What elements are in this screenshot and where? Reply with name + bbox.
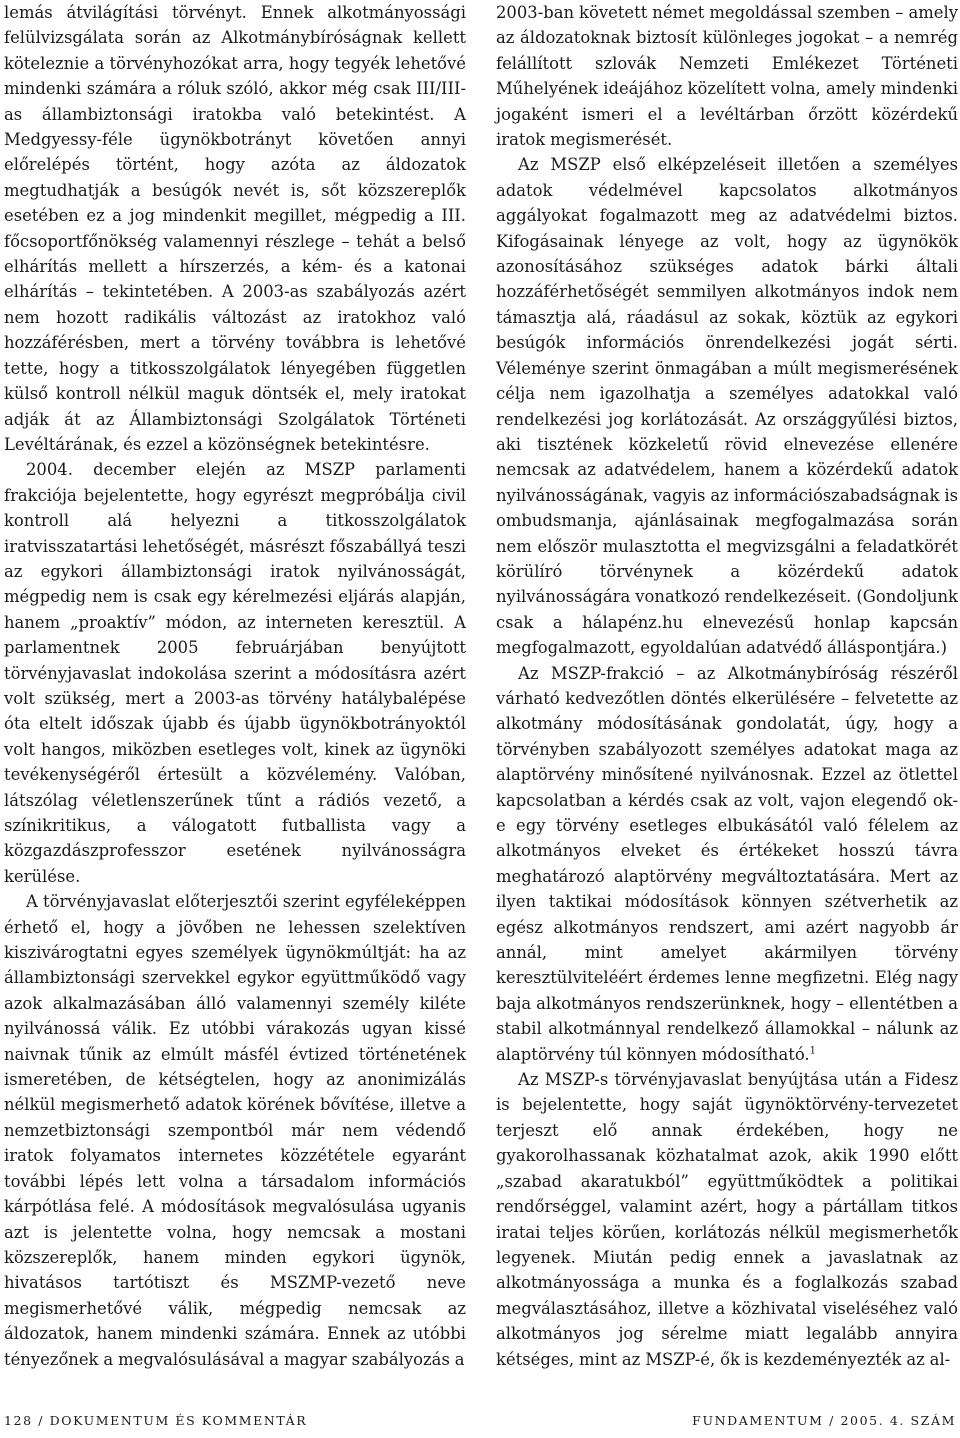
left-paragraph-2: 2004. december elején az MSZP parlamenti frakciója bejelentette, hogy egyrészt megpróbálja civil kontroll alá helyezni a titkosszolgálatok iratvisszatartási lehetőségét, másrészt főszabállyá teszi az egykori állambiztonsági iratok nyilvánosságát, mégpedig nem is csak egy kérelmezési eljárás alapján, hanem „proaktív” módon, az interneten keresztül. A parlamentnek 2005 februárjában benyújtott törvényjavaslat indokolása szerint a módosításra azért volt szükség, mert a 2003-as törvény hatálybalépése óta eltelt időszak újabb és újabb ügynökbotrányoktól volt hangos, miközben esetleges volt, kinek az ügynöki tevékenységéről értesült a közvélemény. Valóban, látszólag véletlenszerűnek tűnt a rádiós vezető, a színikritikus, a válogatott futballista vagy a közgazdászprofesszor esetének nyilvánosságra kerülése.	[4, 460, 466, 886]
right-paragraph-2: Az MSZP első elképzeléseit illetően a személyes adatok védelmével kapcsolatos alkotmányos aggályokat fogalmazott meg az adatvédelmi biztos. Kifogásainak lényege az volt, hogy az ügynökök azonosításához szükséges adatok bárki általi hozzáférhetőségét semmilyen alkotmányos indok nem támasztja alá, ráadásul az sokak, köztük az egykori besúgók információs önrendelkezési jogát sérti. Véleménye szerint önmagában a múlt megismerésének célja nem igazolhatja a személyes adatokkal való rendelkezési jog korlátozását. Az országgyűlési biztos, aki tisztének közkeletű rövid elnevezése ellenére nemcsak az adatvédelem, hanem a közérdekű adatok nyilvánosságának, vagyis az információszabadságnak is ombudsmanja, ajánlásainak megfogalmazása során nem először mulasztotta el megvizsgálni a feladatkörét körülíró törvénynek a közérdekű adatok nyilvánosságára vonatkozó rendelkezéseit. (Gondoljunk csak a hálapénz.hu elnevezésű honlap kapcsán megfogalmazott, egyoldalúan adatvédő álláspontjára.)	[496, 155, 958, 658]
right-paragraph-3-text: Az MSZP-frakció – az Alkotmánybíróság részéről várható kedvezőtlen döntés elkerülésére – felvetette az alkotmány módosításának gondolatát, úgy, hogy a törvényben szabályozott személyes adatokat maga az alaptörvény minősítené nyilvánosnak. Ezzel az ötlettel kapcsolatban a kérdés csak az volt, vajon elegendő ok-e egy törvény esetleges elbukásától való félelem az alkotmányos elveket és értékeket hosszú távra meghatározó alaptörvény megváltoztatására. Mert az ilyen taktikai módosítások könnyen szétverhetik az egész alkotmányos rendszert, ami azért nagyobb ár annál, mint amelyet akármilyen törvény keresztülviteléért érdemes lenne megfizetni. Elég nagy baja alkotmányos rendszerünknek, hogy – ellentétben a stabil alkotmánnyal rendelkező államokkal – nálunk az alaptörvény túl könnyen módosítható.	[496, 663, 958, 1064]
left-column	[4, 0, 466, 1372]
left-paragraph-3: A törvényjavaslat előterjesztői szerint egyféleképpen érhető el, hogy a jövőben ne lehessen szelektíven kiszivárogtatni egyes személyek ügynökmúltját: ha az állambiztonsági szervekkel egykor együttműködő vagy azok alkalmazásában álló valamennyi személy kiléte nyilvánossá válik. Ez utóbbi várakozás ugyan kissé naivnak tűnik az elmúlt másfél évtized történetének ismeretében, de kétségtelen, hogy az anonimizálás nélkül megismerhető adatok körének bővítése, illetve a nemzetbiztonsági szempontból már nem védendő iratok folyamatos internetes közzététele egyaránt további lépés lett volna a társadalom információs kárpótlása felé. A módosítások megvalósulása ugyanis azt is jelentette volna, hogy nemcsak a mostani közszereplők, hanem minden egykori ügynök, hivatásos tartótiszt és MSZMP-vezető neve megismerhetővé válik, mégpedig nemcsak az áldozatok, hanem mindenki számára. Ennek az utóbbi tényezőnek a megvalósulásával a magyar szabályozás a	[4, 892, 466, 1369]
right-paragraph-3	[496, 661, 958, 1068]
right-paragraph-4: Az MSZP-s törvényjavaslat benyújtása után a Fidesz is bejelentette, hogy saját ügynöktörvény-tervezetet terjeszt elő annak érdekében, hogy ne gyakorolhassanak közhatalmat azok, akik 1990 előtt „szabad akaratukból” együttműködtek a politikai rendőrséggel, valamint azért, hogy a pártállam titkos iratai teljes körűen, korlátozás nélkül megismerhetők legyenek. Miután pedig ennek a javaslatnak az alkotmányossága a munka és a foglalkozás szabad megválasztásához, illetve a közhivatal viseléséhez való alkotmányos jog sérelme miatt legalább annyira kétséges, mint az MSZP-é, ők is kezdeményezték az al-	[496, 1070, 958, 1369]
left-paragraph-1: lemás átvilágítási törvényt. Ennek alkotmányossági felülvizsgálata során az Alkotmánybíróságnak kellett köteleznie a törvényhozókat arra, hogy tegyék lehetővé mindenki számára a róluk szóló, akkor még csak III/III-as állambiztonsági iratokba való betekintést. A Medgyessy-féle ügynökbotrányt követően annyi előrelépés történt, hogy azóta az áldozatok megtudhatják a besúgók nevét is, sőt közszereplők esetében ez a jog mindenkit megillet, mégpedig a III. főcsoportfőnökség valamennyi részlege – tehát a belső elhárítás mellett a hírszerzés, a kém- és a katonai elhárítás – tekintetében. A 2003-as szabályozás azért nem hozott radikális változást az iratokhoz való hozzáférésben, mert a törvény továbbra is lehetővé tette, hogy a titkosszolgálatok lényegében független külső kontroll nélkül maguk döntsék el, mely iratokat adják át az Állambiztonsági Szolgálatok Történeti Levéltárának, és ezzel a közönségnek betekintésre.	[4, 3, 466, 454]
right-paragraph-1: 2003-ban követett német megoldással szemben – amely az áldozatoknak biztosít különleges jogokat – a nemrég felállított szlovák Nemzeti Emlékezet Történeti Műhelyének ideájához közelített volna, amely mindenki jogaként ismeri el a levéltárban őrzött közérdekű iratok megismerését.	[496, 3, 958, 150]
footer-page-label: 128 / DOKUMENTUM ÉS KOMMENTÁR	[4, 1413, 308, 1428]
footer-journal-label: FUNDAMENTUM / 2005. 4. SZÁM	[692, 1413, 956, 1428]
footnote-marker[interactable]: 1	[809, 1045, 816, 1057]
right-column	[496, 0, 958, 1372]
